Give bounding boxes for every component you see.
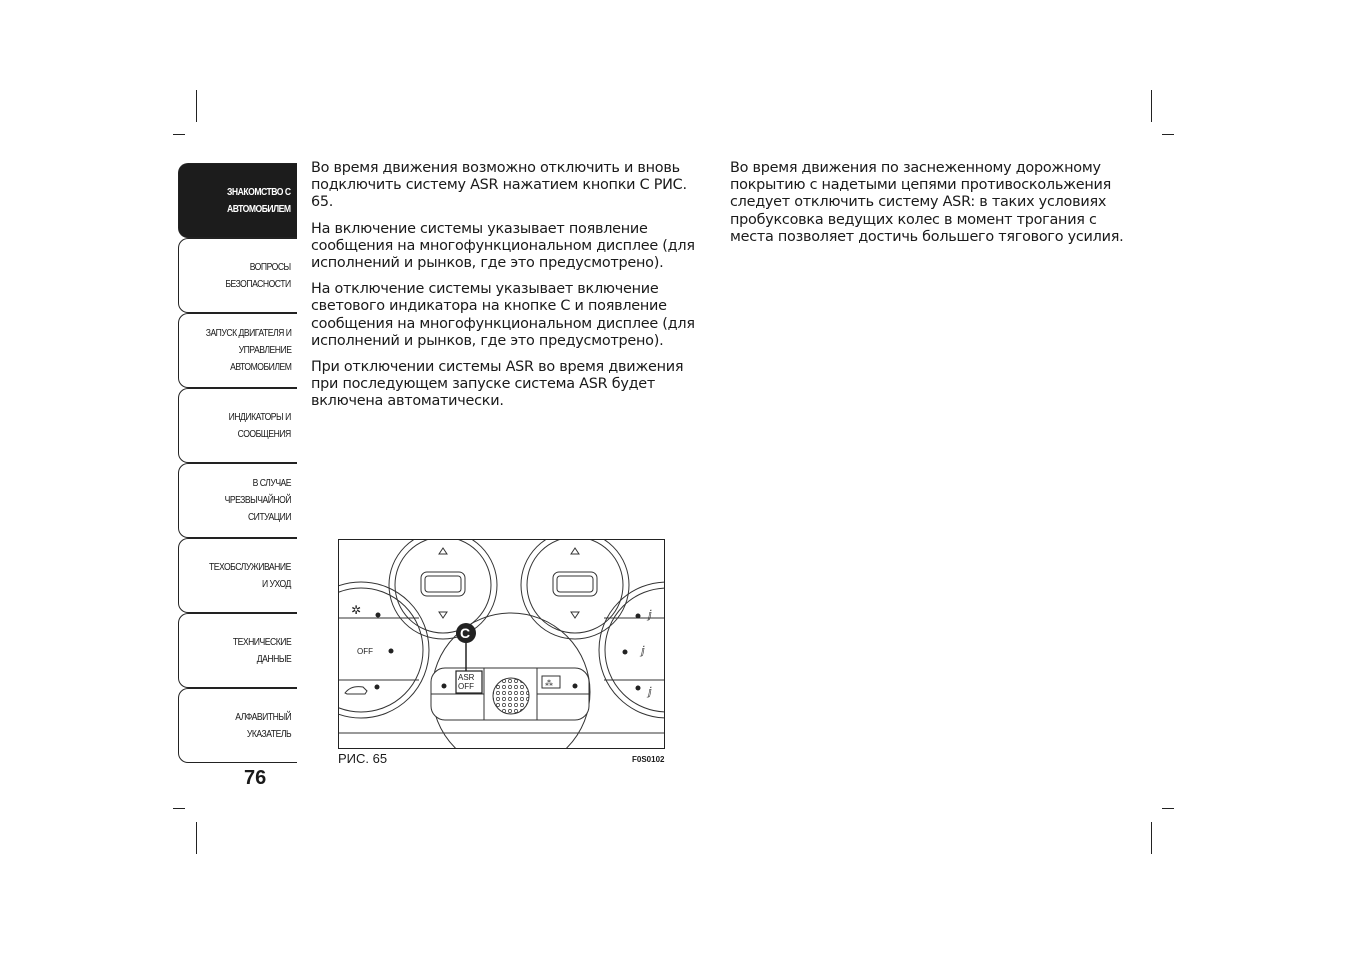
page-number: 76 <box>244 767 267 789</box>
crop-mark <box>173 134 185 135</box>
tab-maintenance[interactable]: ТЕХОБСЛУЖИВАНИЕ И УХОД <box>178 538 297 613</box>
text-column-right <box>730 160 1130 255</box>
figure-caption: РИС. 65 <box>338 751 388 766</box>
crop-mark <box>1151 90 1152 122</box>
svg-text:ⅉ: ⅉ <box>648 608 652 621</box>
tab-safety[interactable]: ВОПРОСЫ БЕЗОПАСНОСТИ <box>178 238 297 313</box>
tab-index[interactable]: АЛФАВИТНЫЙ УКАЗАТЕЛЬ <box>178 688 297 763</box>
svg-text:OFF: OFF <box>357 647 373 656</box>
crop-mark <box>173 808 185 809</box>
paragraph: На отключение системы указывает включение светового индикатора на кнопке C и появление сообщения на многофункциональном дисплее (для исполнений и рынков, где это предусмотрено). <box>311 281 695 349</box>
text-column-left <box>311 160 701 420</box>
crop-mark <box>196 90 197 122</box>
climate-panel-illustration <box>339 540 665 749</box>
svg-text:ASR: ASR <box>458 673 475 682</box>
paragraph: При отключении системы ASR во время движения при последующем запуске система ASR будет включена автоматически. <box>311 359 684 410</box>
figure-climate-panel <box>338 539 665 749</box>
paragraph: Во время движения по заснеженному дорожному покрытию с надетыми цепями противоскольжения следует отключить систему ASR: в таких условиях пробуксовка ведущих колес в момент трогания с места позволяет достичь большего тягового усилия. <box>730 160 1124 245</box>
callout-c: C <box>460 625 471 641</box>
crop-mark <box>1162 134 1174 135</box>
tab-starting-driving[interactable]: ЗАПУСК ДВИГАТЕЛЯ И УПРАВЛЕНИЕ АВТОМОБИЛЕМ <box>178 313 297 388</box>
crop-mark <box>196 822 197 854</box>
crop-mark <box>1151 822 1152 854</box>
figure-code: F0S0102 <box>632 755 665 764</box>
svg-text:ⅉ: ⅉ <box>648 685 652 698</box>
svg-text:⁂: ⁂ <box>545 679 553 688</box>
chapter-tabs <box>178 163 297 763</box>
svg-text:OFF: OFF <box>458 682 474 691</box>
crop-mark <box>1162 808 1174 809</box>
tab-technical-data[interactable]: ТЕХНИЧЕСКИЕ ДАННЫЕ <box>178 613 297 688</box>
svg-text:ⅉ: ⅉ <box>641 644 645 657</box>
tab-getting-to-know-car[interactable]: ЗНАКОМСТВО С АВТОМОБИЛЕМ <box>178 163 297 238</box>
tab-emergency[interactable]: В СЛУЧАЕ ЧРЕЗВЫЧАЙНОЙ СИТУАЦИИ <box>178 463 297 538</box>
paragraph: На включение системы указывает появление сообщения на многофункциональном дисплее (для исполнений и рынков, где это предусмотрено). <box>311 220 695 272</box>
svg-text:✲: ✲ <box>351 603 362 617</box>
tab-indicators-messages[interactable]: ИНДИКАТОРЫ И СООБЩЕНИЯ <box>178 388 297 463</box>
paragraph: Во время движения возможно отключить и вновь подключить систему ASR нажатием кнопки C РИС. 65. <box>311 160 687 211</box>
